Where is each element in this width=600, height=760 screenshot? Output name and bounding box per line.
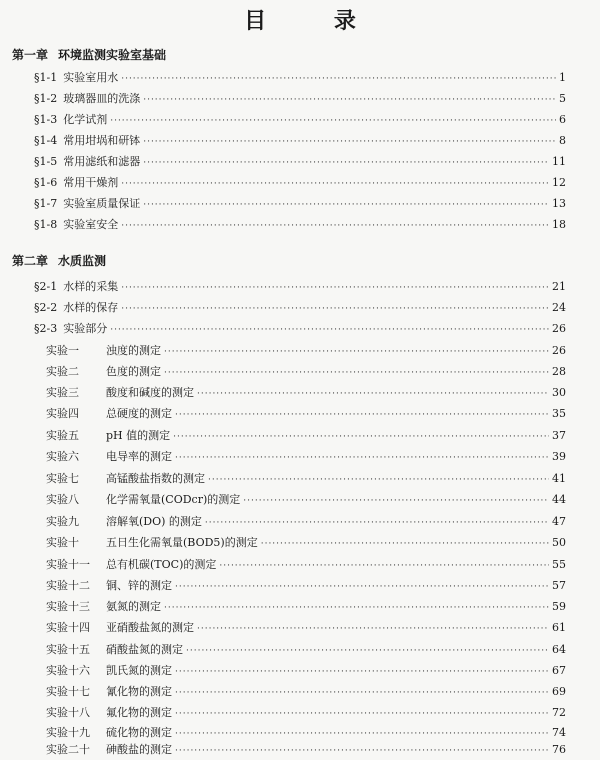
experiment-title: 亚硝酸盐氮的测定 <box>106 621 194 634</box>
page-number: 57 <box>552 579 566 592</box>
experiment-title: 硫化物的测定 <box>106 726 172 739</box>
section-title: 常用干燥剂 <box>63 176 119 189</box>
page-number: 1 <box>559 71 566 84</box>
experiment-title: 总硬度的测定 <box>106 407 172 420</box>
experiment-title: 硝酸盐氮的测定 <box>106 643 183 656</box>
toc-entry[interactable] <box>46 405 566 423</box>
experiment-number: 实验四 <box>46 407 79 420</box>
page-number: 69 <box>552 685 566 698</box>
toc-entry[interactable] <box>46 724 566 742</box>
page-number: 39 <box>552 450 566 463</box>
toc-entry[interactable] <box>46 491 566 509</box>
page-title: 目 录 <box>244 9 386 34</box>
experiment-number: 实验一 <box>46 344 79 357</box>
chapter-label: 第二章 <box>12 254 49 268</box>
experiment-title: 五日生化需氧量(BOD5)的测定 <box>106 536 258 549</box>
page-number: 6 <box>559 113 566 126</box>
section-title: 常用坩埚和研钵 <box>63 134 141 147</box>
experiment-number: 实验十四 <box>46 621 90 634</box>
toc-entry[interactable] <box>34 195 566 213</box>
page-number: 76 <box>552 743 566 756</box>
experiment-title: 氰化物的测定 <box>106 685 172 698</box>
page-number: 11 <box>552 155 566 168</box>
toc-entry[interactable] <box>46 683 566 701</box>
section-title: 水样的保存 <box>63 301 119 314</box>
experiment-title: 氟化物的测定 <box>106 706 172 719</box>
page-number: 59 <box>552 600 566 613</box>
experiment-number: 实验十五 <box>46 643 90 656</box>
experiment-title: 电导率的测定 <box>106 450 172 463</box>
toc-entry[interactable] <box>46 741 566 759</box>
page-number: 26 <box>552 344 566 357</box>
experiment-number: 实验十一 <box>46 558 90 571</box>
section-title: 实验室质量保证 <box>63 197 141 210</box>
toc-entry[interactable] <box>34 216 566 234</box>
page-number: 50 <box>552 536 566 549</box>
page-number: 28 <box>552 365 566 378</box>
page-number: 44 <box>552 493 566 506</box>
page-number: 24 <box>552 301 566 314</box>
section-title: 水样的采集 <box>63 280 119 293</box>
section-number: §1-6 <box>34 176 58 189</box>
toc-entry[interactable] <box>46 448 566 466</box>
section-title: 实验部分 <box>63 322 108 335</box>
experiment-number: 实验十 <box>46 536 79 549</box>
toc-entry[interactable] <box>46 534 566 552</box>
chapter-heading <box>12 46 166 63</box>
toc-entry[interactable] <box>46 704 566 722</box>
experiment-number: 实验十八 <box>46 706 90 719</box>
toc-entry[interactable] <box>46 363 566 381</box>
section-title: 玻璃器皿的洗涤 <box>63 92 141 105</box>
section-number: §2-1 <box>34 280 58 293</box>
experiment-number: 实验二十 <box>46 743 90 756</box>
experiment-number: 实验九 <box>46 515 79 528</box>
page-number: 37 <box>552 429 566 442</box>
toc-entry[interactable] <box>46 641 566 659</box>
toc-entry[interactable] <box>46 513 566 531</box>
page-number: 35 <box>552 407 566 420</box>
toc-entry[interactable] <box>46 384 566 402</box>
experiment-number: 实验十九 <box>46 726 90 739</box>
section-number: §1-3 <box>34 113 58 126</box>
toc-entry[interactable] <box>34 320 566 338</box>
page-number: 72 <box>552 706 566 719</box>
experiment-number: 实验二 <box>46 365 79 378</box>
experiment-title: 高锰酸盐指数的测定 <box>106 472 205 485</box>
toc-entry[interactable] <box>34 299 566 317</box>
experiment-title: 溶解氧(DO) 的测定 <box>106 515 202 528</box>
page-number: 18 <box>552 218 566 231</box>
page-number: 67 <box>552 664 566 677</box>
page-number: 8 <box>559 134 566 147</box>
chapter-heading <box>12 252 106 269</box>
experiment-number: 实验十二 <box>46 579 90 592</box>
toc-entry[interactable] <box>46 427 566 445</box>
experiment-title: 浊度的测定 <box>106 344 161 357</box>
toc-entry[interactable] <box>34 90 566 108</box>
page-number: 47 <box>552 515 566 528</box>
experiment-number: 实验五 <box>46 429 79 442</box>
section-number: §1-1 <box>34 71 58 84</box>
section-title: 化学试剂 <box>63 113 108 126</box>
toc-entry[interactable] <box>34 153 566 171</box>
page-number: 30 <box>552 386 566 399</box>
toc-entry[interactable] <box>46 342 566 360</box>
experiment-title: 铜、锌的测定 <box>106 579 172 592</box>
toc-entry[interactable] <box>46 662 566 680</box>
experiment-number: 实验十三 <box>46 600 90 613</box>
chapter-title: 环境监测实验室基础 <box>58 48 167 62</box>
toc-entry[interactable] <box>34 132 566 150</box>
page-number: 64 <box>552 643 566 656</box>
toc-entry[interactable] <box>34 278 566 296</box>
chapter-label: 第一章 <box>12 48 49 62</box>
section-number: §2-3 <box>34 322 58 335</box>
section-number: §1-5 <box>34 155 58 168</box>
page-number: 26 <box>552 322 566 335</box>
toc-entry[interactable] <box>46 470 566 488</box>
experiment-title: pH 值的测定 <box>106 429 171 442</box>
experiment-title: 总有机碳(TOC)的测定 <box>106 558 217 571</box>
page-number: 61 <box>552 621 566 634</box>
page-number: 55 <box>552 558 566 571</box>
page-number: 74 <box>552 726 566 739</box>
section-title: 实验室安全 <box>63 218 119 231</box>
toc-entry[interactable] <box>46 619 566 637</box>
experiment-title: 色度的测定 <box>106 365 161 378</box>
toc-entry[interactable] <box>46 556 566 574</box>
page-number: 13 <box>552 197 566 210</box>
experiment-number: 实验六 <box>46 450 79 463</box>
page-number: 21 <box>552 280 566 293</box>
toc-entry[interactable] <box>34 69 566 87</box>
experiment-number: 实验十七 <box>46 685 90 698</box>
experiment-number: 实验十六 <box>46 664 90 677</box>
section-title: 常用滤纸和滤器 <box>63 155 141 168</box>
toc-entry[interactable] <box>46 598 566 616</box>
experiment-number: 实验三 <box>46 386 79 399</box>
section-number: §1-4 <box>34 134 58 147</box>
experiment-number: 实验八 <box>46 493 79 506</box>
chapter-title: 水质监测 <box>58 254 107 268</box>
section-number: §1-2 <box>34 92 58 105</box>
experiment-title: 化学需氧量(CODcr)的测定 <box>106 493 241 506</box>
experiment-title: 氨氮的测定 <box>106 600 161 613</box>
toc-entry[interactable] <box>34 174 566 192</box>
section-number: §2-2 <box>34 301 58 314</box>
page-number: 41 <box>552 472 566 485</box>
section-number: §1-7 <box>34 197 58 210</box>
page-number: 12 <box>552 176 566 189</box>
section-title: 实验室用水 <box>63 71 119 84</box>
page-number: 5 <box>559 92 566 105</box>
experiment-title: 砷酸盐的测定 <box>106 743 172 756</box>
toc-entry[interactable] <box>34 111 566 129</box>
toc-entry[interactable] <box>46 577 566 595</box>
experiment-title: 酸度和碱度的测定 <box>106 386 194 399</box>
experiment-title: 凯氏氮的测定 <box>106 664 172 677</box>
experiment-number: 实验七 <box>46 472 79 485</box>
section-number: §1-8 <box>34 218 58 231</box>
